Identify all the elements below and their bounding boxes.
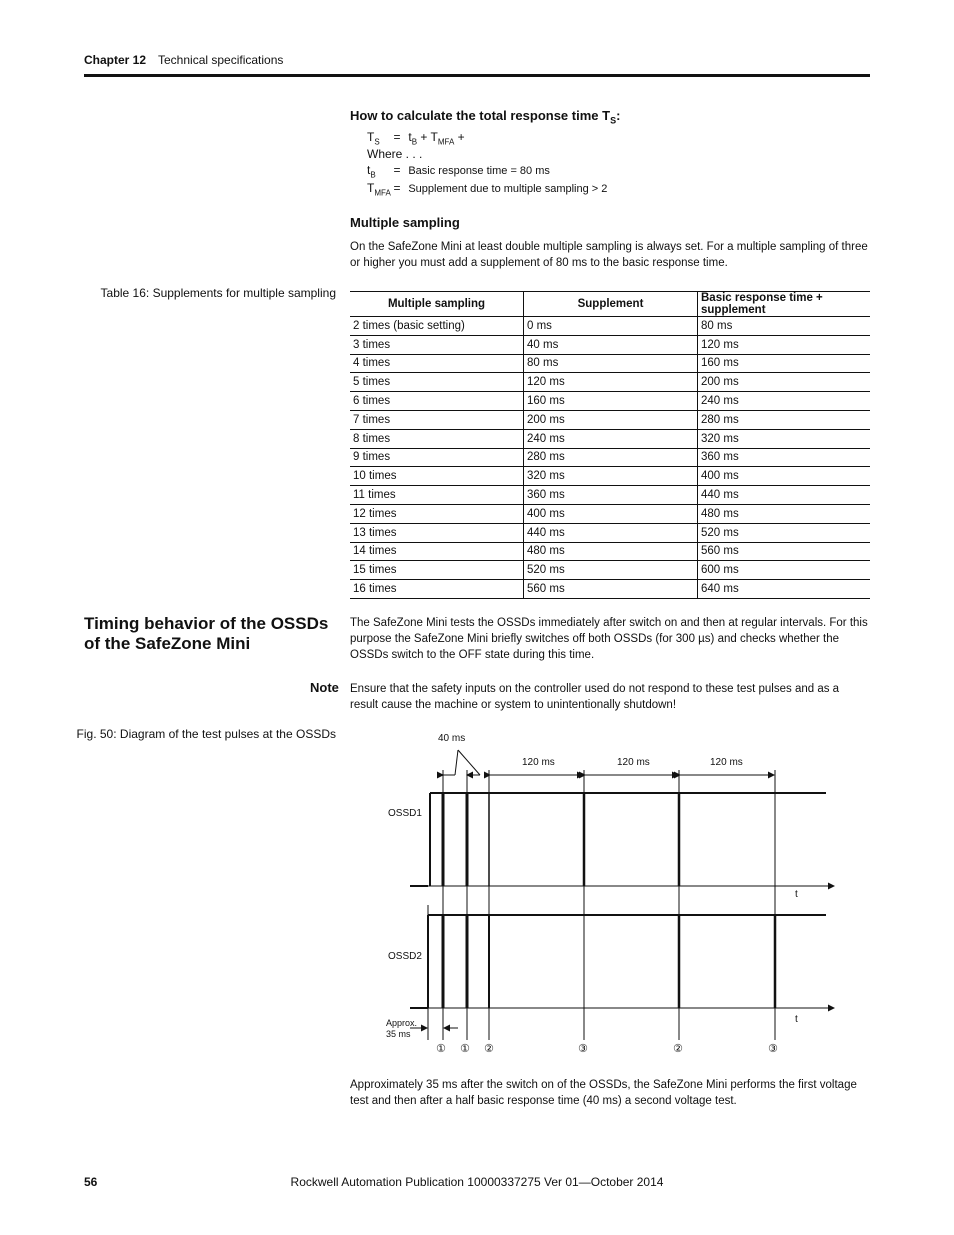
table-cell: 120 ms (698, 335, 871, 354)
table-cell: 280 ms (524, 448, 698, 467)
ossd2-signal (410, 915, 826, 1008)
table-cell: 560 ms (524, 580, 698, 599)
table-cell: 360 ms (698, 448, 871, 467)
table-cell: 520 ms (524, 561, 698, 580)
timing-text: The SafeZone Mini tests the OSSDs immediately after switch on and then at regular intervals. For this purpose the SafeZone Mini briefly switches off both OSSDs (for 300 µs) and checks whether the OSSDs switch to the OFF state during this time. (350, 617, 868, 661)
column-header: Multiple sampling (350, 292, 524, 317)
table-cell: 10 times (350, 467, 524, 486)
table-cell: 400 ms (698, 467, 871, 486)
table-cell: 600 ms (698, 561, 871, 580)
formula-tmfa: $T_{MFA}$ = Supplement due to multiple sampling > 2 (367, 181, 608, 198)
table-cell: 360 ms (524, 486, 698, 505)
footer-publication: Rockwell Automation Publication 10000337275 Ver 01—October 2014 (290, 1175, 664, 1189)
figure-caption: Fig. 50: Diagram of the test pulses at the OSSDs (76, 727, 336, 741)
table-cell: 200 ms (524, 410, 698, 429)
table-cell: 15 times (350, 561, 524, 580)
table-cell: 8 times (350, 429, 524, 448)
table-cell: 9 times (350, 448, 524, 467)
marker-3: ③ (578, 1043, 588, 1055)
label-40ms: 40 ms (438, 733, 466, 744)
label-ossd1: OSSD1 (388, 808, 422, 819)
ossd1-signal (410, 793, 826, 886)
calc-heading: How to calculate the total response time $T_S$: (350, 108, 621, 126)
table-cell: 13 times (350, 523, 524, 542)
label-leader (455, 750, 458, 775)
page-number: 56 (84, 1175, 98, 1189)
table-cell: 2 times (basic setting) (350, 317, 524, 336)
marker-2: ② (484, 1043, 494, 1055)
table-cell: 6 times (350, 392, 524, 411)
table-cell: 4 times (350, 354, 524, 373)
marker-3: ③ (768, 1043, 778, 1055)
table-cell: 80 ms (698, 317, 871, 336)
table-cell: 16 times (350, 580, 524, 599)
table-cell: 480 ms (698, 504, 871, 523)
label-120ms: 120 ms (710, 757, 743, 768)
chapter-title: Technical specifications (158, 53, 284, 67)
table-cell: 480 ms (524, 542, 698, 561)
table-cell: 280 ms (698, 410, 871, 429)
formula-where: Where . . . (367, 147, 423, 161)
table-cell: 520 ms (698, 523, 871, 542)
note-text: Ensure that the safety inputs on the controller used do not respond to these test pulses and as a result cause the machine or system to unintentionally shutdown! (350, 683, 840, 711)
table-cell: 320 ms (698, 429, 871, 448)
marker-1: ① (460, 1043, 470, 1055)
table-cell: 320 ms (524, 467, 698, 486)
section-title: Timing behavior of the OSSDs of the SafeZone Mini (84, 614, 329, 653)
chapter-label: Chapter 12 (84, 53, 147, 67)
table-cell: 0 ms (524, 317, 698, 336)
table-cell: 240 ms (698, 392, 871, 411)
label-leader (458, 750, 480, 775)
table-cell: 5 times (350, 373, 524, 392)
column-header: Supplement (524, 292, 698, 317)
table-cell: 40 ms (524, 335, 698, 354)
label-approx: Approx. (386, 1018, 418, 1028)
column-header: Basic response time + supplement (698, 292, 871, 317)
label-t2: t (795, 1014, 798, 1025)
multiple-sampling-text: On the SafeZone Mini at least double multiple sampling is always set. For a multiple sampling of three or higher you must add a supplement of 80 ms to the basic response time. (350, 241, 868, 269)
formula-tb: $t_B$ = Basic response time = 80 ms (367, 163, 550, 180)
table-cell: 160 ms (524, 392, 698, 411)
table-cell: 440 ms (698, 486, 871, 505)
marker-2: ② (673, 1043, 683, 1055)
table-cell: 400 ms (524, 504, 698, 523)
table-cell: 240 ms (524, 429, 698, 448)
table-cell: 12 times (350, 504, 524, 523)
label-120ms: 120 ms (617, 757, 650, 768)
table-caption: Table 16: Supplements for multiple sampling (100, 286, 336, 300)
table-cell: 560 ms (698, 542, 871, 561)
table-cell: 3 times (350, 335, 524, 354)
table-cell: 14 times (350, 542, 524, 561)
multiple-sampling-heading: Multiple sampling (350, 215, 460, 230)
label-120ms: 120 ms (522, 757, 555, 768)
table-cell: 640 ms (698, 580, 871, 599)
label-ossd2: OSSD2 (388, 951, 422, 962)
formula-total: $T_S = t_B + T_{MFA}$ + (367, 130, 465, 147)
table-cell: 80 ms (524, 354, 698, 373)
table-cell: 200 ms (698, 373, 871, 392)
marker-1: ① (436, 1043, 446, 1055)
table-cell: 11 times (350, 486, 524, 505)
note-label: Note (310, 680, 339, 695)
table-cell: 160 ms (698, 354, 871, 373)
label-t1: t (795, 889, 798, 900)
label-35ms: 35 ms (386, 1029, 411, 1039)
figure-explanation: Approximately 35 ms after the switch on of the OSSDs, the SafeZone Mini performs the first voltage test and then after a half basic response time (40 ms) a second voltage test. (350, 1079, 857, 1107)
table-cell: 440 ms (524, 523, 698, 542)
table-cell: 7 times (350, 410, 524, 429)
table-cell: 120 ms (524, 373, 698, 392)
diagram-labels (386, 733, 798, 1055)
